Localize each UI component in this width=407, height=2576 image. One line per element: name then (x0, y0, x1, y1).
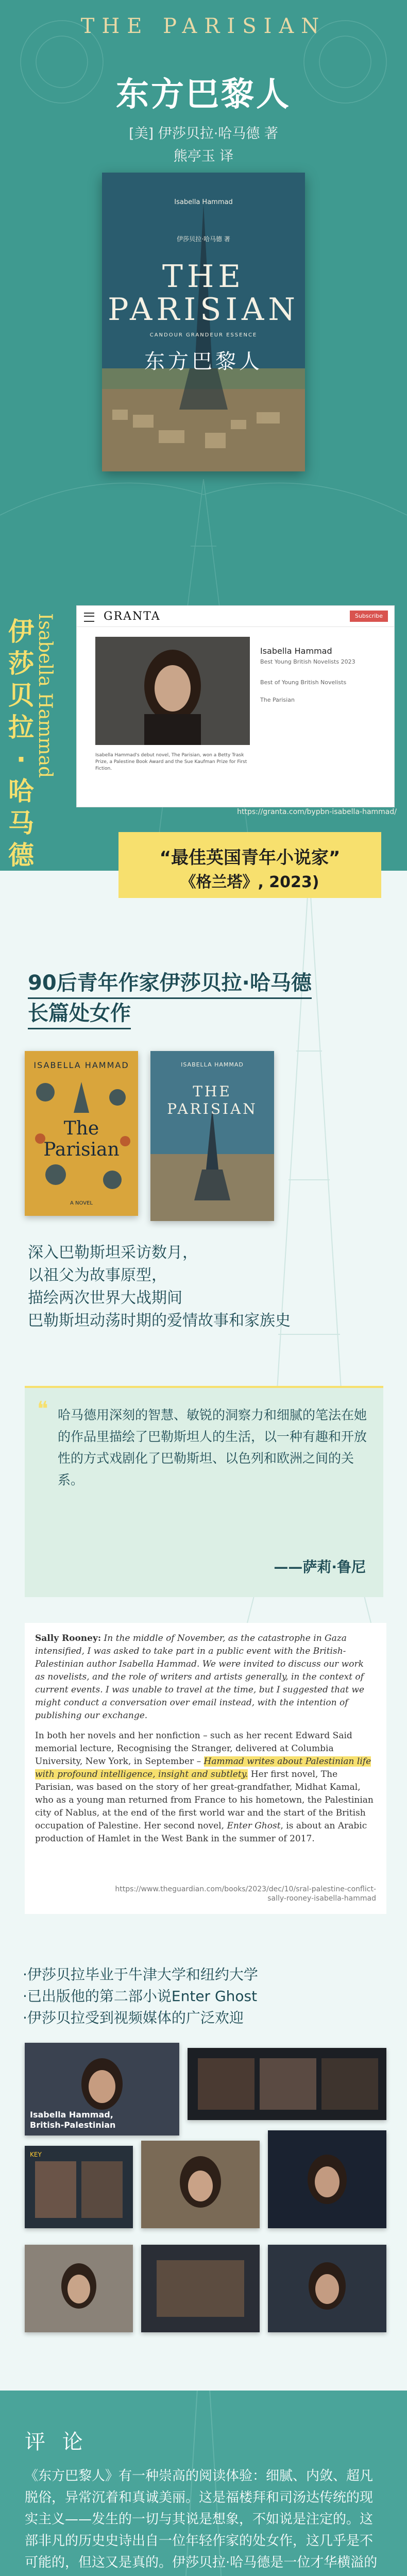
fact-item: ·伊莎贝拉受到视频媒体的广泛欢迎 (23, 2009, 244, 2026)
cover-subtitle: CANDOUR GRANDEUR ESSENCE (149, 332, 258, 338)
translator-line: 熊亭玉 译 (173, 148, 234, 164)
cover-blue-author: ISABELLA HAMMAD (181, 1061, 244, 1068)
video-screenshot (25, 2043, 179, 2136)
cover-author: Isabella Hammad (174, 198, 233, 206)
video-frame (25, 2245, 133, 2332)
cover-chinese-title: 东方巴黎人 (144, 350, 263, 374)
rooney-quote-box (25, 1386, 383, 1597)
author-name-vertical-text: 伊莎贝拉·哈马德 (8, 617, 34, 870)
headline-prefix: 90后青年作家 (28, 971, 160, 995)
video-frame (188, 2048, 386, 2120)
video-caption: Isabella Hammad, British-Palestinian (30, 2110, 116, 2130)
quote-author: ——萨莉·鲁尼 (274, 1558, 366, 1575)
video-screenshot (141, 2141, 260, 2228)
cover-blue-illustration (150, 1051, 274, 1221)
fact-item: ·已出版他的第二部小说Enter Ghost (23, 1988, 258, 2005)
video-frame (141, 2245, 260, 2332)
granta-header-bar (77, 606, 394, 627)
quote-mark-icon: ❝ (37, 1397, 48, 1421)
cover-yellow-title: The Parisian (43, 1118, 120, 1160)
quote-accent-line (25, 1386, 383, 1388)
video-frame (141, 2141, 260, 2228)
author-line: [美] 伊莎贝拉·哈马德 著 (129, 126, 278, 142)
headline (28, 969, 368, 1029)
guardian-article-excerpt (25, 1623, 386, 1914)
article-url-line-1[interactable]: https://www.theguardian.com/books/2023/dec/10/sral-palestine-conflict- (115, 1885, 376, 1893)
book-title: 东方巴黎人 (116, 76, 291, 114)
profile-meta: Best Young British Novelists 2023 (260, 658, 355, 665)
article-p2-a: In both her novels and her nonfiction – such as her recent Edward Said memorial lecture, Recognising the Stranger, delivered at Columbia University, New York, in September – (35, 1731, 352, 1767)
video-frame (268, 2245, 386, 2332)
cover-english-title: THE PARISIAN (108, 259, 299, 328)
video-screenshot (141, 2245, 260, 2332)
author-credits (0, 123, 407, 168)
video-frame (268, 2130, 386, 2228)
subscribe-button[interactable]: Subscribe (350, 611, 388, 622)
book-description (28, 1242, 358, 1332)
description-line: 巴勒斯坦动荡时期的爱情故事和家族史 (28, 1312, 291, 1330)
article-p2-c: , is about an Arabic production of Hamlet in the West Bank in the summer of 2017. (35, 1821, 367, 1844)
menu-icon (84, 613, 94, 622)
headline-line-2: 长篇处女作 (28, 999, 131, 1029)
reviews-heading: 评 论 (25, 2430, 88, 2454)
video-screenshot (268, 2245, 386, 2332)
award-line-2: 《格兰塔》, 2023) (180, 873, 319, 891)
author-portrait (95, 637, 250, 745)
series-title: THE PARISIAN (80, 14, 327, 38)
author-name-vertical (3, 616, 39, 871)
granta-webpage-screenshot (76, 605, 395, 807)
fact-item: ·伊莎贝拉毕业于牛津大学和纽约大学 (23, 1966, 258, 1983)
description-line: 深入巴勒斯坦采访数月， (28, 1244, 198, 1262)
article-url (35, 1885, 376, 1903)
video-screenshot (188, 2048, 386, 2120)
profile-name: Isabella Hammad (260, 646, 332, 656)
granta-logo: GRANTA (104, 610, 161, 623)
article-p1-body: In the middle of November, as the catastrophe in Gaza intensified, I was asked to take part in a public event with the British-Palestinian author Isabella Hammad. We were invited to discuss our work as novelists, and the role of writers and artists generally, in the context of current events. I was unable to travel at the time, but I suggested that we might conduct a conversation over email instead, with the intention of publishing our exchange. (35, 1633, 365, 1721)
cover-yellow-author: ISABELLA HAMMAD (33, 1060, 129, 1070)
edition-cover-blue (150, 1051, 274, 1221)
description-line: 描绘两次世界大战期间 (28, 1289, 182, 1307)
headline-line-1 (28, 969, 312, 999)
description-line: 以祖父为故事原型， (28, 1266, 167, 1284)
review-zadie-smith: 《东方巴黎人》有一种崇高的阅读体验：细腻、内敛、超凡脱俗，异常沉着和真诚美丽。这是福楼拜和司汤达传统的现实主义——发生的一切与其说是想象，不如说是注定的。这部非凡的历史史诗出自一位年轻作家的处女作，这几乎是不可能的，但这又是真的。伊莎贝拉·哈马德是一位才华横溢的 (25, 2468, 378, 2570)
award-banner (118, 832, 381, 898)
profile-line-3: The Parisian (260, 697, 295, 703)
article-lead: Sally Rooney: (35, 1633, 101, 1643)
author-name-english-vertical: Isabella Hammad (35, 613, 56, 778)
article-p2-b: Her first novel, The Parisian, was based on the story of her great-grandfather, Midhat Kamal, who as a young man returned from France to his hometown, the Palestinian city of Nablus, at the end of the first world war and the start of the British occupation of Palestine. Her second novel, (35, 1769, 374, 1831)
quote-text: 哈马德用深刻的智慧、敏锐的洞察力和细腻的笔法在她的作品里描绘了巴勒斯坦人的生活，以一种有趣和开放性的方式戏剧化了巴勒斯坦、以色列和欧洲之间的关系。 (58, 1408, 367, 1487)
article-url-line-2[interactable]: sally-rooney-isabella-hammad (267, 1894, 376, 1903)
article-highlight: Hammad writes about Palestinian life with profound intelligence, insight and subtlety. (35, 1756, 371, 1780)
article-paragraph-2 (35, 1730, 376, 1845)
granta-url: https://granta.com/bypbn-isabella-hammad/ (237, 808, 397, 816)
cover-yellow-footer: A NOVEL (70, 1200, 93, 1206)
profile-body: Isabella Hammad's debut novel, The Parisian, won a Betty Trask Prize, a Palestine Book Award and the Sue Kaufman Prize for First Fiction. (95, 753, 247, 771)
cover-blue-title: THE PARISIAN (167, 1083, 258, 1117)
article-p2-italic: Enter Ghost (227, 1821, 281, 1831)
video-screenshot (25, 2146, 133, 2228)
video-tag: KEY (30, 2151, 42, 2158)
headline-author: 伊莎贝拉·哈马德 (159, 971, 312, 995)
cover-author-cn: 伊莎贝拉·哈马德 著 (177, 235, 230, 243)
video-screenshot (268, 2130, 386, 2228)
article-text (35, 1632, 376, 1845)
portrait-image (95, 637, 250, 745)
award-line-1: “最佳英国青年小说家” (159, 848, 341, 868)
video-frame (25, 2146, 133, 2228)
author-facts (23, 1964, 383, 2029)
hero-section (0, 0, 407, 871)
video-screenshots (25, 2043, 386, 2342)
profile-line-2: Best of Young British Novelists (260, 679, 347, 686)
article-paragraph-1 (35, 1632, 376, 1722)
book-cover (102, 173, 305, 471)
edition-cover-yellow (25, 1051, 138, 1216)
video-screenshot (25, 2245, 133, 2332)
